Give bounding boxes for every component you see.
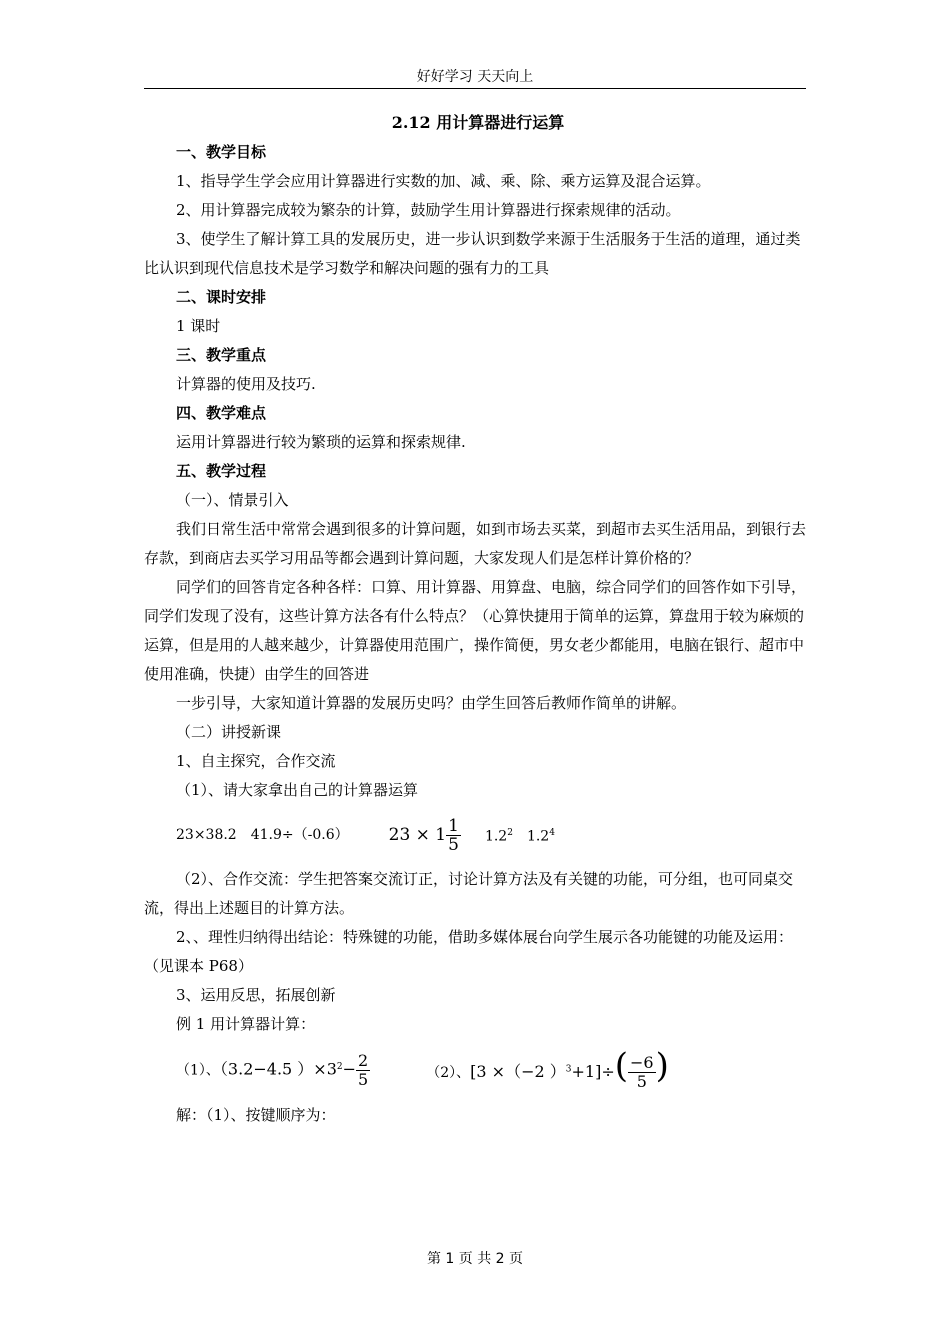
mixed-number-whole: 23 × 1 [388,824,447,845]
fraction-denominator: 5 [358,1069,369,1089]
fraction-numerator: −6 [629,1053,654,1073]
minus-sign: − [342,1059,357,1078]
solution-text: 解：（1）、按键顺序为： [176,1106,336,1124]
section-heading-goals: 一、教学目标 [176,143,267,161]
right-paren: ) [655,1045,669,1086]
paragraph-intro-1: 我们日常生活中常常会遇到很多的计算问题，如到市场去买菜，到超市去买生活用品，到银行去存款，到商店去买学习用品等都会遇到计算问题，大家发现人们是怎样计算价格的？ [144,520,807,567]
fraction-denominator: 5 [448,834,459,855]
problem-label: （1）、 [176,1062,220,1078]
item-1b: （2）、合作交流：学生把答案交流订正，讨论计算方法及有关键的功能，可分组，也可同桌交流，得出上述题目的计算方法。 [144,870,794,917]
problem-1 [176,1052,370,1089]
fraction [628,1054,656,1091]
goal-1: 1、指导学生学会应用计算器进行实数的加、减、乘、除、乘方运算及混合运算。 [176,172,711,190]
problem-expression: （3.2−4.5 ）×3 [219,1059,337,1078]
problem-2 [426,1045,669,1092]
math-expressions-row-2 [144,1039,812,1101]
goal-2: 2、用计算器完成较为繁杂的计算，鼓励学生用计算器进行探索规律的活动。 [176,201,681,219]
item-1a: （1）、请大家拿出自己的计算器运算 [176,781,419,799]
problem-expression-rest: +1]÷ [571,1061,615,1081]
subsection-new-lesson: （二）讲授新课 [176,723,282,741]
example-heading: 例 1 用计算器计算： [176,1015,316,1033]
page-footer: 第 1 页 共 2 页 [426,1251,524,1267]
math-expression: 41.9÷（-0.6） [250,826,349,843]
subsection-intro: （一）、情景引入 [176,491,289,509]
power-exponent: 3 [565,1064,572,1075]
power-exponent: 4 [549,827,555,838]
fraction [356,1052,370,1089]
fraction-denominator: 5 [636,1072,647,1092]
math-expressions-row-1 [144,805,812,865]
math-expression [485,819,513,852]
problem-expression: [3 ×（−2 ） [470,1061,566,1081]
item-1: 1、自主探究，合作交流 [176,752,336,770]
power-base: 1.2 [526,828,550,845]
difficulty-text: 运用计算器进行较为繁琐的运算和探索规律. [176,433,466,451]
math-expression: 23×38.2 [176,826,237,843]
focus-text: 计算器的使用及技巧. [176,375,316,393]
paragraph-intro-2: 同学们的回答肯定各种各样：口算、用计算器、用算盘、电脑，综合同学们的回答作如下引导，同学们发现了没有，这些计算方法各有什么特点？（心算快捷用于简单的运算，算盘用于较为麻烦的运算，但是用的人越来越少，计算器使用范围广，操作简便，男女老少都能用，电脑在银行、超市中使用准确，快捷）由学生的回答进 [144,578,807,683]
power-exponent: 2 [507,827,513,838]
power-base: 1.2 [484,828,508,845]
section-heading-focus: 三、教学重点 [176,346,267,364]
math-expression [527,819,555,852]
schedule-text: 1 课时 [176,317,221,335]
section-heading-schedule: 二、课时安排 [176,288,267,306]
document-title: 2.12 用计算器进行运算 [391,113,565,132]
problem-label: （2）、 [426,1064,471,1081]
item-3: 3、运用反思，拓展创新 [176,986,336,1004]
document-body [144,108,812,1130]
fraction-numerator: 2 [358,1050,369,1070]
paragraph-intro-3: 一步引导，大家知道计算器的发展历史吗？由学生回答后教师作简单的讲解。 [176,694,687,712]
goal-3: 3、使学生了解计算工具的发展历史，进一步认识到数学来源于生活服务于生活的道理，通过类比认识到现代信息技术是学习数学和解决问题的强有力的工具 [144,230,801,277]
header-rule [144,88,806,89]
fraction [446,817,461,854]
power-exponent: 2 [336,1061,343,1072]
section-heading-process: 五、教学过程 [176,462,267,480]
math-expression [389,817,461,854]
section-heading-difficulty: 四、教学难点 [176,404,267,422]
left-paren: ( [614,1045,628,1086]
item-2: 2、、理性归纳得出结论：特殊键的功能，借助多媒体展台向学生展示各功能键的功能及运用：（见课本 P68） [144,928,794,975]
page-header: 好好学习 天天向上 [416,69,534,85]
fraction-numerator: 1 [448,815,459,836]
